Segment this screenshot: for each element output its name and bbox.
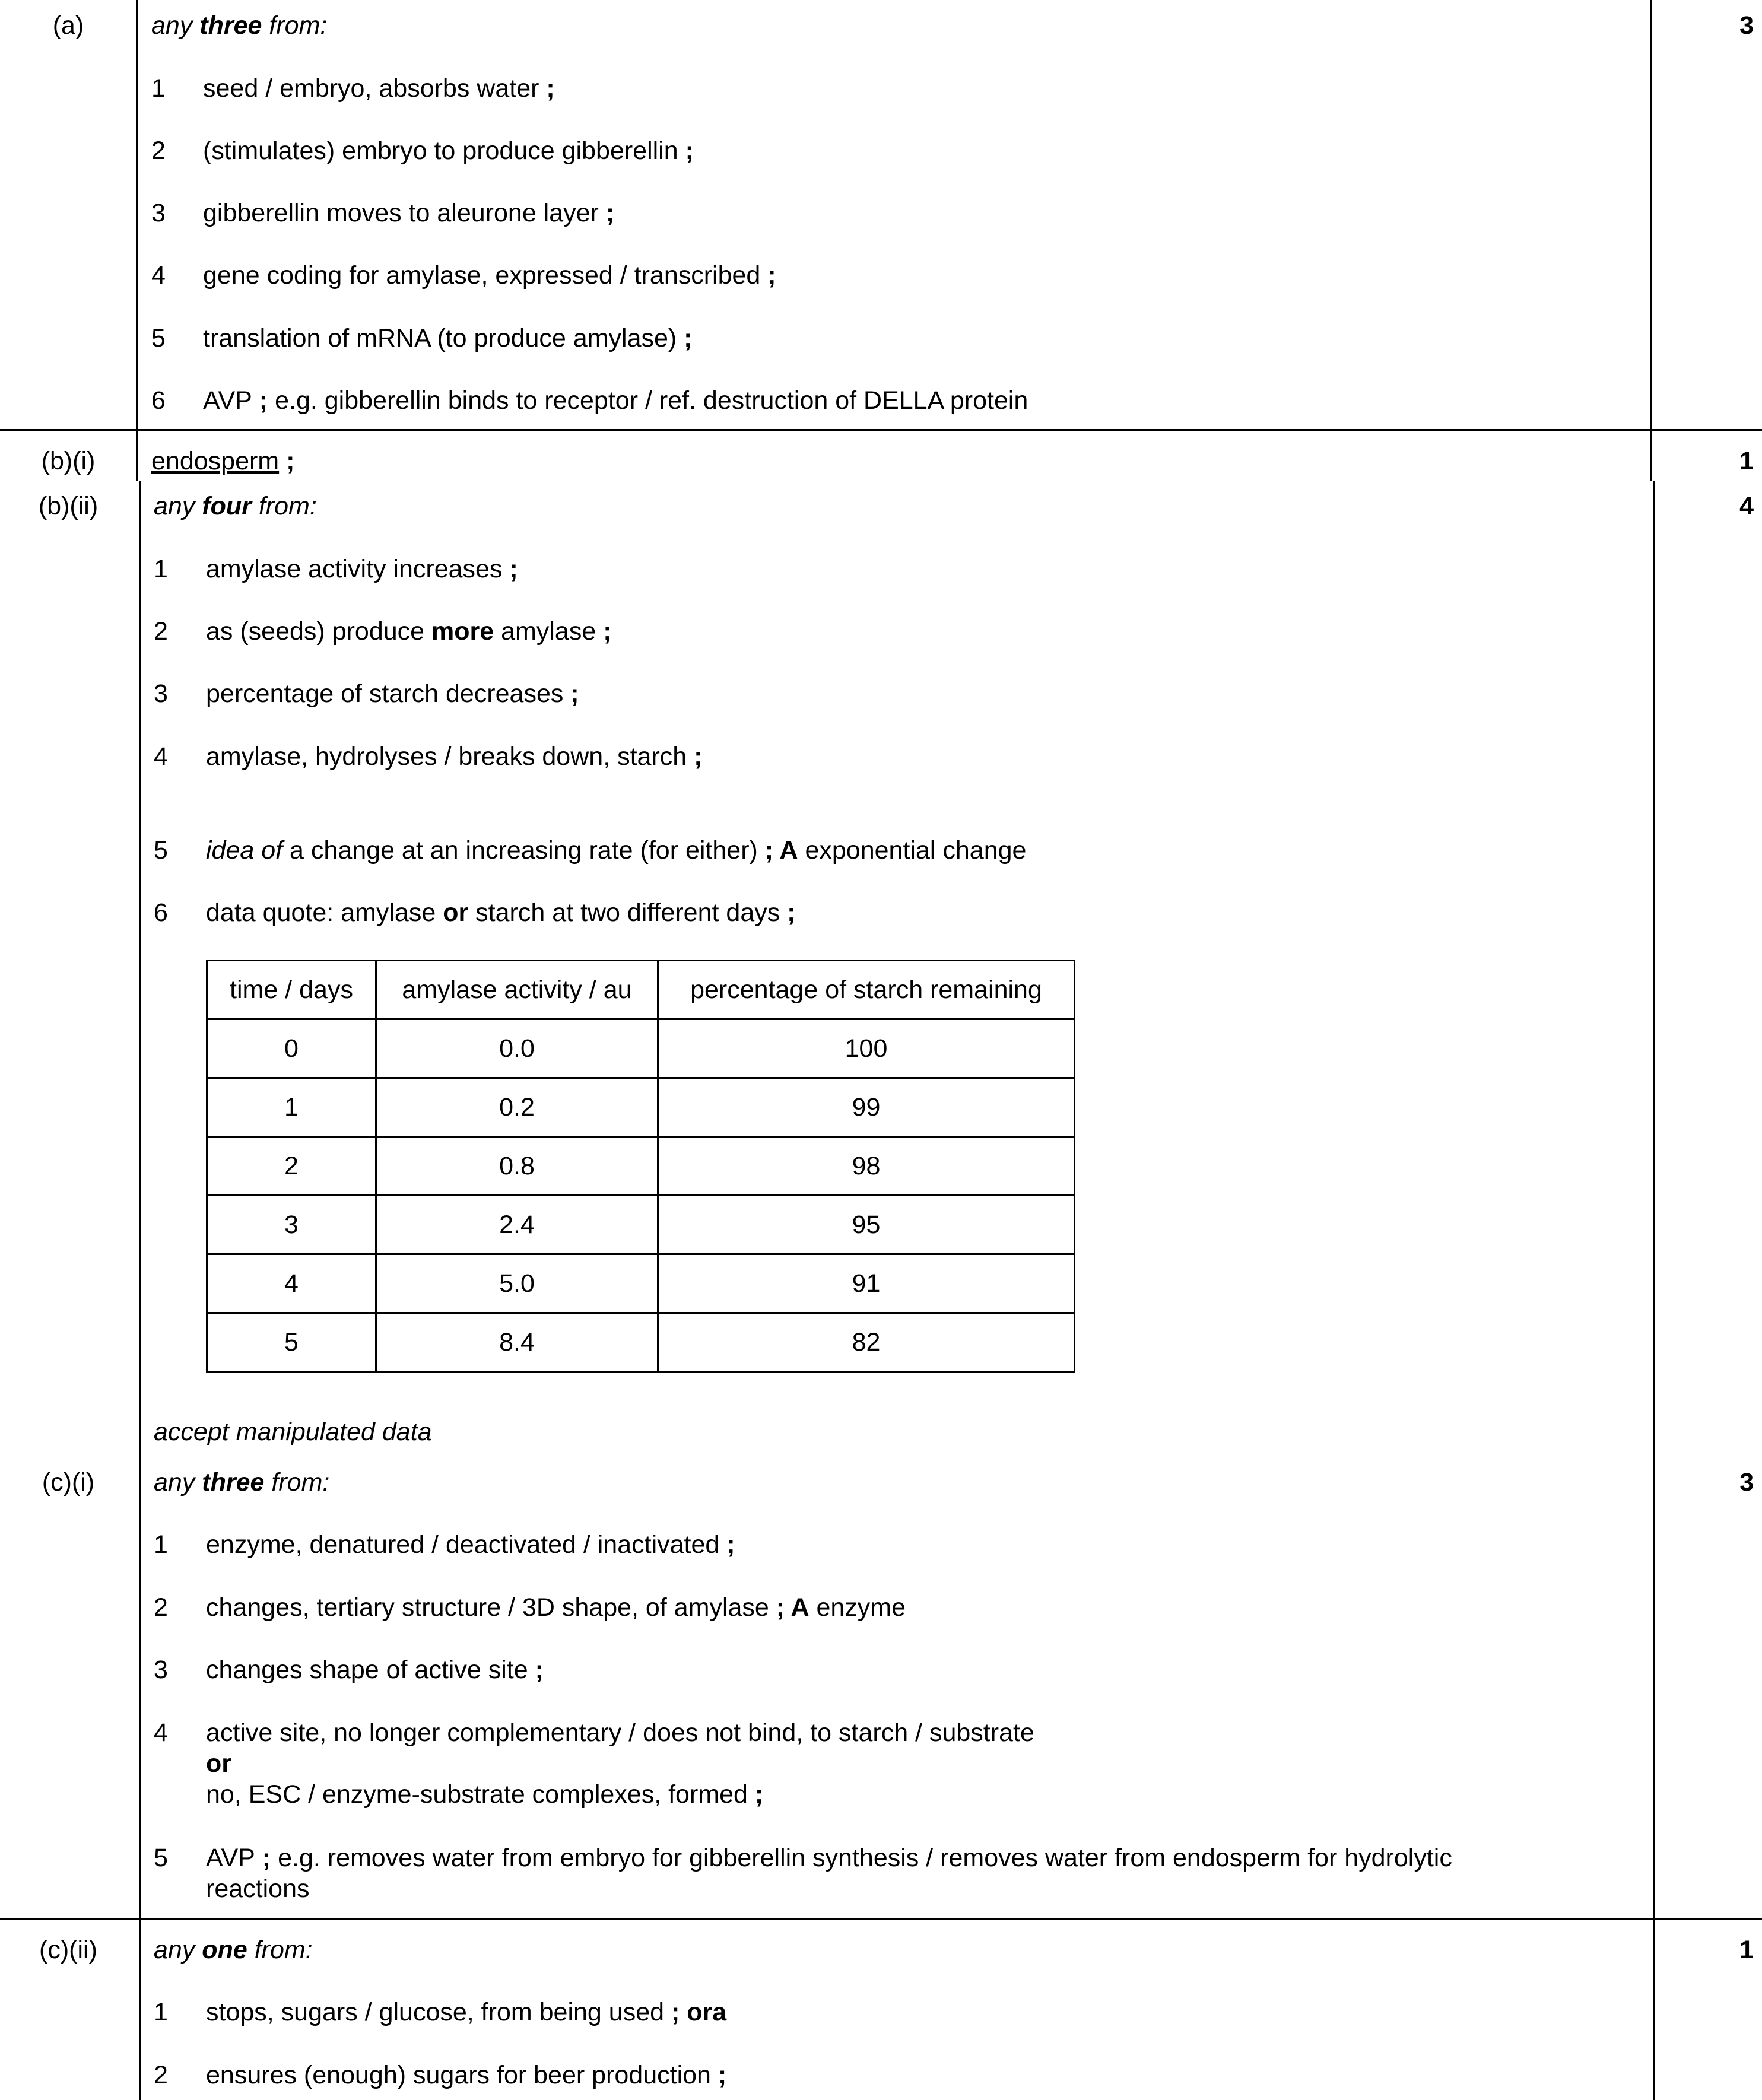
table-cell: 95: [658, 1196, 1075, 1254]
table-header: amylase activity / au: [376, 961, 658, 1019]
intro-ci: any three from:: [154, 1468, 330, 1497]
row-divider-a: [0, 429, 1762, 431]
table-row: [207, 1137, 1075, 1196]
table-cell: 3: [207, 1196, 376, 1254]
table-cell: 100: [658, 1019, 1075, 1078]
table-row: [207, 1078, 1075, 1137]
marks-bi: 1: [1739, 447, 1754, 475]
intro-bii: any four from:: [154, 492, 317, 520]
left-column-divider: [139, 481, 141, 2100]
table-cell: 82: [658, 1313, 1075, 1372]
table-cell: 4: [207, 1254, 376, 1313]
left-column-divider: [136, 0, 138, 481]
right-column-divider: [1650, 0, 1652, 481]
table-cell: 91: [658, 1254, 1075, 1313]
table-cell: 0.0: [376, 1019, 658, 1078]
marks-cii: 1: [1739, 1936, 1754, 1964]
marks-bii: 4: [1739, 492, 1754, 520]
intro-a: any three from:: [151, 11, 328, 40]
table-header-row: [207, 961, 1075, 1019]
table-cell: 2: [207, 1137, 376, 1196]
marks-a: 3: [1739, 11, 1754, 40]
table-cell: 5: [207, 1313, 376, 1372]
table-cell: 99: [658, 1078, 1075, 1137]
table-cell: 0: [207, 1019, 376, 1078]
question-label-bii: (b)(ii): [38, 492, 99, 520]
table-cell: 8.4: [376, 1313, 658, 1372]
table-header: percentage of starch remaining: [658, 961, 1075, 1019]
table-row: [207, 1313, 1075, 1372]
intro-cii: any one from:: [154, 1936, 313, 1964]
question-label-a: (a): [52, 11, 84, 40]
table-cell: 1: [207, 1078, 376, 1137]
data-table: [206, 960, 1075, 1373]
row-divider-c: [0, 1918, 1762, 1920]
table-cell: 0.8: [376, 1137, 658, 1196]
marks-ci: 3: [1739, 1468, 1754, 1497]
table-row: [207, 1254, 1075, 1313]
right-column-divider: [1653, 481, 1655, 2100]
question-label-bi: (b)(i): [41, 447, 96, 475]
table-cell: 98: [658, 1137, 1075, 1196]
accept-note: accept manipulated data: [154, 1418, 432, 1446]
table-row: [207, 1019, 1075, 1078]
question-label-ci: (c)(i): [42, 1468, 95, 1497]
table-cell: 0.2: [376, 1078, 658, 1137]
table-cell: 2.4: [376, 1196, 658, 1254]
table-header: time / days: [207, 961, 376, 1019]
table-cell: 5.0: [376, 1254, 658, 1313]
table-row: [207, 1196, 1075, 1254]
question-label-cii: (c)(ii): [39, 1936, 97, 1964]
